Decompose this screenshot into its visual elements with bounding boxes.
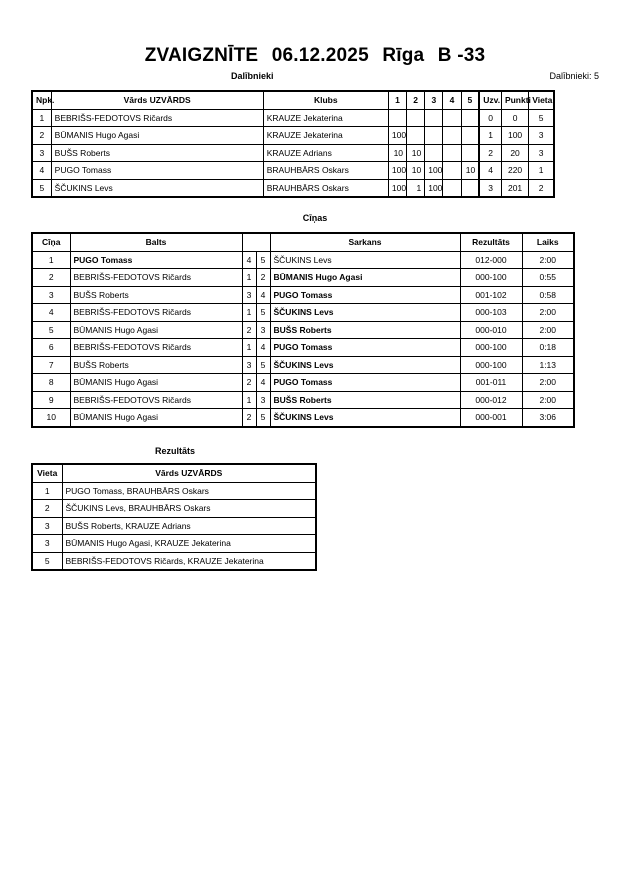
bout-red-num: 4 [256, 339, 270, 357]
bouts-col-result: Rezultāts [460, 233, 522, 251]
participant-points: 201 [501, 179, 528, 197]
participant-npk: 1 [32, 109, 51, 127]
bout-red-name: BŪMANIS Hugo Agasi [270, 269, 460, 287]
results-col-name: Vārds UZVĀRDS [62, 464, 316, 482]
participant-score-4 [443, 144, 461, 162]
result-name: PUGO Tomass, BRAUHBĀRS Oskars [62, 482, 316, 500]
bout-number: 1 [32, 251, 70, 269]
bout-red-num: 4 [256, 374, 270, 392]
participant-points: 100 [501, 127, 528, 145]
title-category: B -33 [437, 45, 486, 66]
bout-row [32, 356, 574, 374]
bout-number: 3 [32, 286, 70, 304]
participants-col-club: Klubs [263, 91, 388, 109]
result-row [32, 517, 316, 535]
participant-wins: 2 [479, 144, 501, 162]
title-city: Rīga [382, 45, 425, 66]
bout-white-num: 1 [242, 304, 256, 322]
bout-time: 0:55 [522, 269, 574, 287]
participant-points: 20 [501, 144, 528, 162]
bout-red-name: BUŠS Roberts [270, 391, 460, 409]
participant-row [32, 162, 554, 180]
participant-wins: 0 [479, 109, 501, 127]
result-row [32, 535, 316, 553]
participant-name: ŠČUKINS Levs [51, 179, 263, 197]
participants-col-wins: Uzv. [479, 91, 501, 109]
results-table [31, 463, 317, 571]
bout-time: 2:00 [522, 251, 574, 269]
participant-place: 1 [529, 162, 554, 180]
participant-score-2: 10 [407, 144, 425, 162]
bouts-col-red: Sarkans [270, 233, 460, 251]
participant-club: KRAUZE Jekaterina [263, 127, 388, 145]
participant-score-4 [443, 179, 461, 197]
participant-score-5 [461, 109, 479, 127]
bout-white-name: BŪMANIS Hugo Agasi [70, 409, 242, 427]
bouts-col-time: Laiks [522, 233, 574, 251]
bouts-table [31, 232, 575, 428]
bout-number: 8 [32, 374, 70, 392]
result-place: 3 [32, 517, 62, 535]
title-date: 06.12.2025 [271, 45, 369, 66]
bout-result: 001-102 [460, 286, 522, 304]
bout-result: 000-103 [460, 304, 522, 322]
result-place: 2 [32, 500, 62, 518]
participant-club: KRAUZE Jekaterina [263, 109, 388, 127]
bout-row [32, 321, 574, 339]
participant-score-2: 1 [407, 179, 425, 197]
participants-col-points: Punkti [501, 91, 528, 109]
result-name: BUŠS Roberts, KRAUZE Adrians [62, 517, 316, 535]
participant-npk: 4 [32, 162, 51, 180]
bouts-col-nums [242, 233, 270, 251]
participants-label: Dalībnieki [231, 71, 274, 81]
bout-red-num: 3 [256, 391, 270, 409]
bout-red-num: 5 [256, 304, 270, 322]
participants-table [31, 90, 555, 198]
bout-white-name: BEBRIŠS-FEDOTOVS Ričards [70, 304, 242, 322]
bout-time: 2:00 [522, 374, 574, 392]
participant-score-3 [425, 109, 443, 127]
bout-red-name: ŠČUKINS Levs [270, 304, 460, 322]
participant-score-5: 10 [461, 162, 479, 180]
results-col-place: Vieta [32, 464, 62, 482]
bout-time: 0:58 [522, 286, 574, 304]
participant-row [32, 144, 554, 162]
participant-score-3: 100 [425, 179, 443, 197]
participant-wins: 4 [479, 162, 501, 180]
bout-row [32, 286, 574, 304]
participant-row [32, 179, 554, 197]
bout-red-num: 5 [256, 251, 270, 269]
participants-col-name: Vārds UZVĀRDS [51, 91, 263, 109]
participant-score-1: 100 [388, 162, 406, 180]
bout-white-num: 4 [242, 251, 256, 269]
results-title: Rezultāts [154, 446, 195, 456]
participant-name: PUGO Tomass [51, 162, 263, 180]
bout-white-name: BŪMANIS Hugo Agasi [70, 321, 242, 339]
participants-col-s4: 4 [443, 91, 461, 109]
result-name: BEBRIŠS-FEDOTOVS Ričards, KRAUZE Jekaterina [62, 552, 316, 570]
participant-score-1 [388, 109, 406, 127]
result-name: ŠČUKINS Levs, BRAUHBĀRS Oskars [62, 500, 316, 518]
bout-white-num: 3 [242, 286, 256, 304]
participant-score-2 [407, 127, 425, 145]
participant-row [32, 127, 554, 145]
result-name: BŪMANIS Hugo Agasi, KRAUZE Jekaterina [62, 535, 316, 553]
bout-white-num: 2 [242, 409, 256, 427]
bouts-title: Cīņas [302, 213, 328, 223]
result-place: 1 [32, 482, 62, 500]
bout-white-name: PUGO Tomass [70, 251, 242, 269]
bout-result: 000-100 [460, 339, 522, 357]
bout-white-num: 1 [242, 391, 256, 409]
bout-row [32, 409, 574, 427]
participant-wins: 1 [479, 127, 501, 145]
participant-place: 5 [529, 109, 554, 127]
participant-place: 3 [529, 144, 554, 162]
bout-row [32, 391, 574, 409]
bout-red-num: 4 [256, 286, 270, 304]
participants-col-npk: Npk. [32, 91, 51, 109]
participant-place: 3 [529, 127, 554, 145]
page-title [0, 45, 630, 67]
participant-score-5 [461, 127, 479, 145]
bout-white-name: BEBRIŠS-FEDOTOVS Ričards [70, 391, 242, 409]
participant-name: BUŠS Roberts [51, 144, 263, 162]
result-place: 5 [32, 552, 62, 570]
bout-result: 000-100 [460, 269, 522, 287]
result-place: 3 [32, 535, 62, 553]
bout-red-num: 5 [256, 356, 270, 374]
bout-time: 1:13 [522, 356, 574, 374]
bout-red-name: PUGO Tomass [270, 339, 460, 357]
bout-number: 7 [32, 356, 70, 374]
participants-col-s5: 5 [461, 91, 479, 109]
participant-npk: 5 [32, 179, 51, 197]
bout-red-num: 3 [256, 321, 270, 339]
bout-red-name: PUGO Tomass [270, 374, 460, 392]
bout-white-name: BUŠS Roberts [70, 286, 242, 304]
bouts-col-num: Cīņa [32, 233, 70, 251]
bout-white-name: BEBRIŠS-FEDOTOVS Ričards [70, 269, 242, 287]
bouts-col-white: Balts [70, 233, 242, 251]
bout-white-name: BUŠS Roberts [70, 356, 242, 374]
bout-white-num: 2 [242, 321, 256, 339]
participant-club: BRAUHBĀRS Oskars [263, 179, 388, 197]
bout-result: 001-011 [460, 374, 522, 392]
participant-score-5 [461, 144, 479, 162]
participant-score-1: 10 [388, 144, 406, 162]
bout-number: 10 [32, 409, 70, 427]
participant-score-2 [407, 109, 425, 127]
participant-name: BŪMANIS Hugo Agasi [51, 127, 263, 145]
bout-result: 000-010 [460, 321, 522, 339]
bout-time: 0:18 [522, 339, 574, 357]
bout-row [32, 304, 574, 322]
bout-number: 9 [32, 391, 70, 409]
participant-npk: 3 [32, 144, 51, 162]
participants-count: Dalībnieki: 5 [549, 71, 599, 81]
participant-score-5 [461, 179, 479, 197]
participant-score-4 [443, 109, 461, 127]
bout-row [32, 339, 574, 357]
bout-red-name: ŠČUKINS Levs [270, 356, 460, 374]
bout-white-num: 1 [242, 339, 256, 357]
bout-result: 000-100 [460, 356, 522, 374]
participant-row [32, 109, 554, 127]
bout-time: 2:00 [522, 321, 574, 339]
participant-score-3: 100 [425, 162, 443, 180]
participant-score-4 [443, 162, 461, 180]
bout-result: 000-012 [460, 391, 522, 409]
bout-time: 2:00 [522, 304, 574, 322]
bout-red-name: BUŠS Roberts [270, 321, 460, 339]
participant-score-2: 10 [407, 162, 425, 180]
bout-red-name: ŠČUKINS Levs [270, 409, 460, 427]
participant-club: KRAUZE Adrians [263, 144, 388, 162]
title-event: ZVAIGZNĪTE [144, 45, 259, 66]
participants-col-s2: 2 [407, 91, 425, 109]
bout-result: 012-000 [460, 251, 522, 269]
bout-result: 000-001 [460, 409, 522, 427]
bout-white-num: 1 [242, 269, 256, 287]
bout-time: 2:00 [522, 391, 574, 409]
bout-red-num: 2 [256, 269, 270, 287]
participants-col-s3: 3 [425, 91, 443, 109]
participant-npk: 2 [32, 127, 51, 145]
participant-score-3 [425, 127, 443, 145]
participant-score-1: 100 [388, 179, 406, 197]
participant-club: BRAUHBĀRS Oskars [263, 162, 388, 180]
participants-col-place: Vieta [529, 91, 554, 109]
bout-row [32, 251, 574, 269]
bout-row [32, 269, 574, 287]
bout-white-name: BŪMANIS Hugo Agasi [70, 374, 242, 392]
bout-row [32, 374, 574, 392]
bout-red-num: 5 [256, 409, 270, 427]
bout-number: 2 [32, 269, 70, 287]
participant-score-3 [425, 144, 443, 162]
bouts-header-row [32, 233, 574, 251]
bout-white-num: 3 [242, 356, 256, 374]
participants-col-s1: 1 [388, 91, 406, 109]
bout-number: 4 [32, 304, 70, 322]
result-row [32, 552, 316, 570]
participant-wins: 3 [479, 179, 501, 197]
bout-number: 6 [32, 339, 70, 357]
bout-red-name: PUGO Tomass [270, 286, 460, 304]
participant-place: 2 [529, 179, 554, 197]
bout-number: 5 [32, 321, 70, 339]
results-header-row [32, 464, 316, 482]
participant-score-4 [443, 127, 461, 145]
bout-white-name: BEBRIŠS-FEDOTOVS Ričards [70, 339, 242, 357]
bout-red-name: ŠČUKINS Levs [270, 251, 460, 269]
bout-white-num: 2 [242, 374, 256, 392]
participants-header-row [32, 91, 554, 109]
participant-name: BEBRIŠS-FEDOTOVS Ričards [51, 109, 263, 127]
result-row [32, 482, 316, 500]
bout-time: 3:06 [522, 409, 574, 427]
participant-points: 0 [501, 109, 528, 127]
participant-points: 220 [501, 162, 528, 180]
result-row [32, 500, 316, 518]
participant-score-1: 100 [388, 127, 406, 145]
